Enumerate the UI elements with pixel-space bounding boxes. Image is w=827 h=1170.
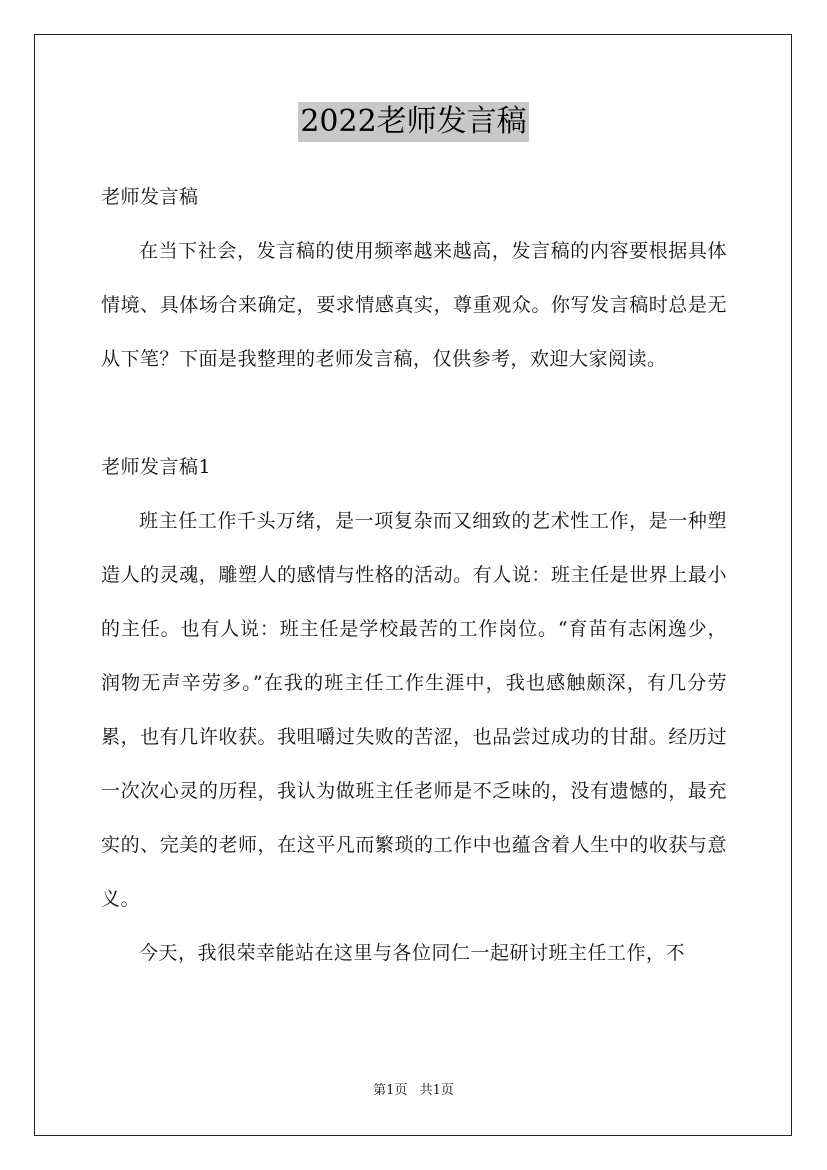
document-title: 2022老师发言稿 xyxy=(298,102,528,142)
page-number-total: 共1页 xyxy=(419,1083,454,1098)
section1-paragraph-2: 今天，我很荣幸能站在这里与各位同仁一起研讨班主任工作，不 xyxy=(139,942,686,964)
page-number-current: 第1页 xyxy=(373,1083,408,1098)
spacer xyxy=(101,386,727,440)
section1-paragraph-1: 班主任工作千头万绪，是一项复杂而又细致的艺术性工作，是一种塑造人的灵魂，雕塑人的感情与性格的活动。有人说：班主任是世界上最小的主任。也有人说：班主任是学校最苦的工作岗位。“育苗有志闲逸少，润物无声辛劳多。”在我的班主任工作生涯中，我也感触颇深，有几分劳累，也有几许收获。我咀嚼过失败的苦涩，也品尝过成功的甘甜。经历过一次次心灵的历程，我认为做班主任老师是不乏味的，没有遗憾的，最充实的、完美的老师，在这平凡而繁琐的工作中也蕴含着人生中的收获与意义。 xyxy=(101,510,727,910)
page-footer xyxy=(0,1082,827,1100)
intro-heading: 老师发言稿 xyxy=(101,186,199,208)
document-body xyxy=(101,170,727,980)
intro-paragraph: 在当下社会，发言稿的使用频率越来越高，发言稿的内容要根据具体情境、具体场合来确定，要求情感真实，尊重观众。你写发言稿时总是无从下笔？下面是我整理的老师发言稿，仅供参考，欢迎大家阅读。 xyxy=(101,240,727,370)
section1-heading: 老师发言稿1 xyxy=(101,456,212,478)
title-container xyxy=(0,102,827,142)
